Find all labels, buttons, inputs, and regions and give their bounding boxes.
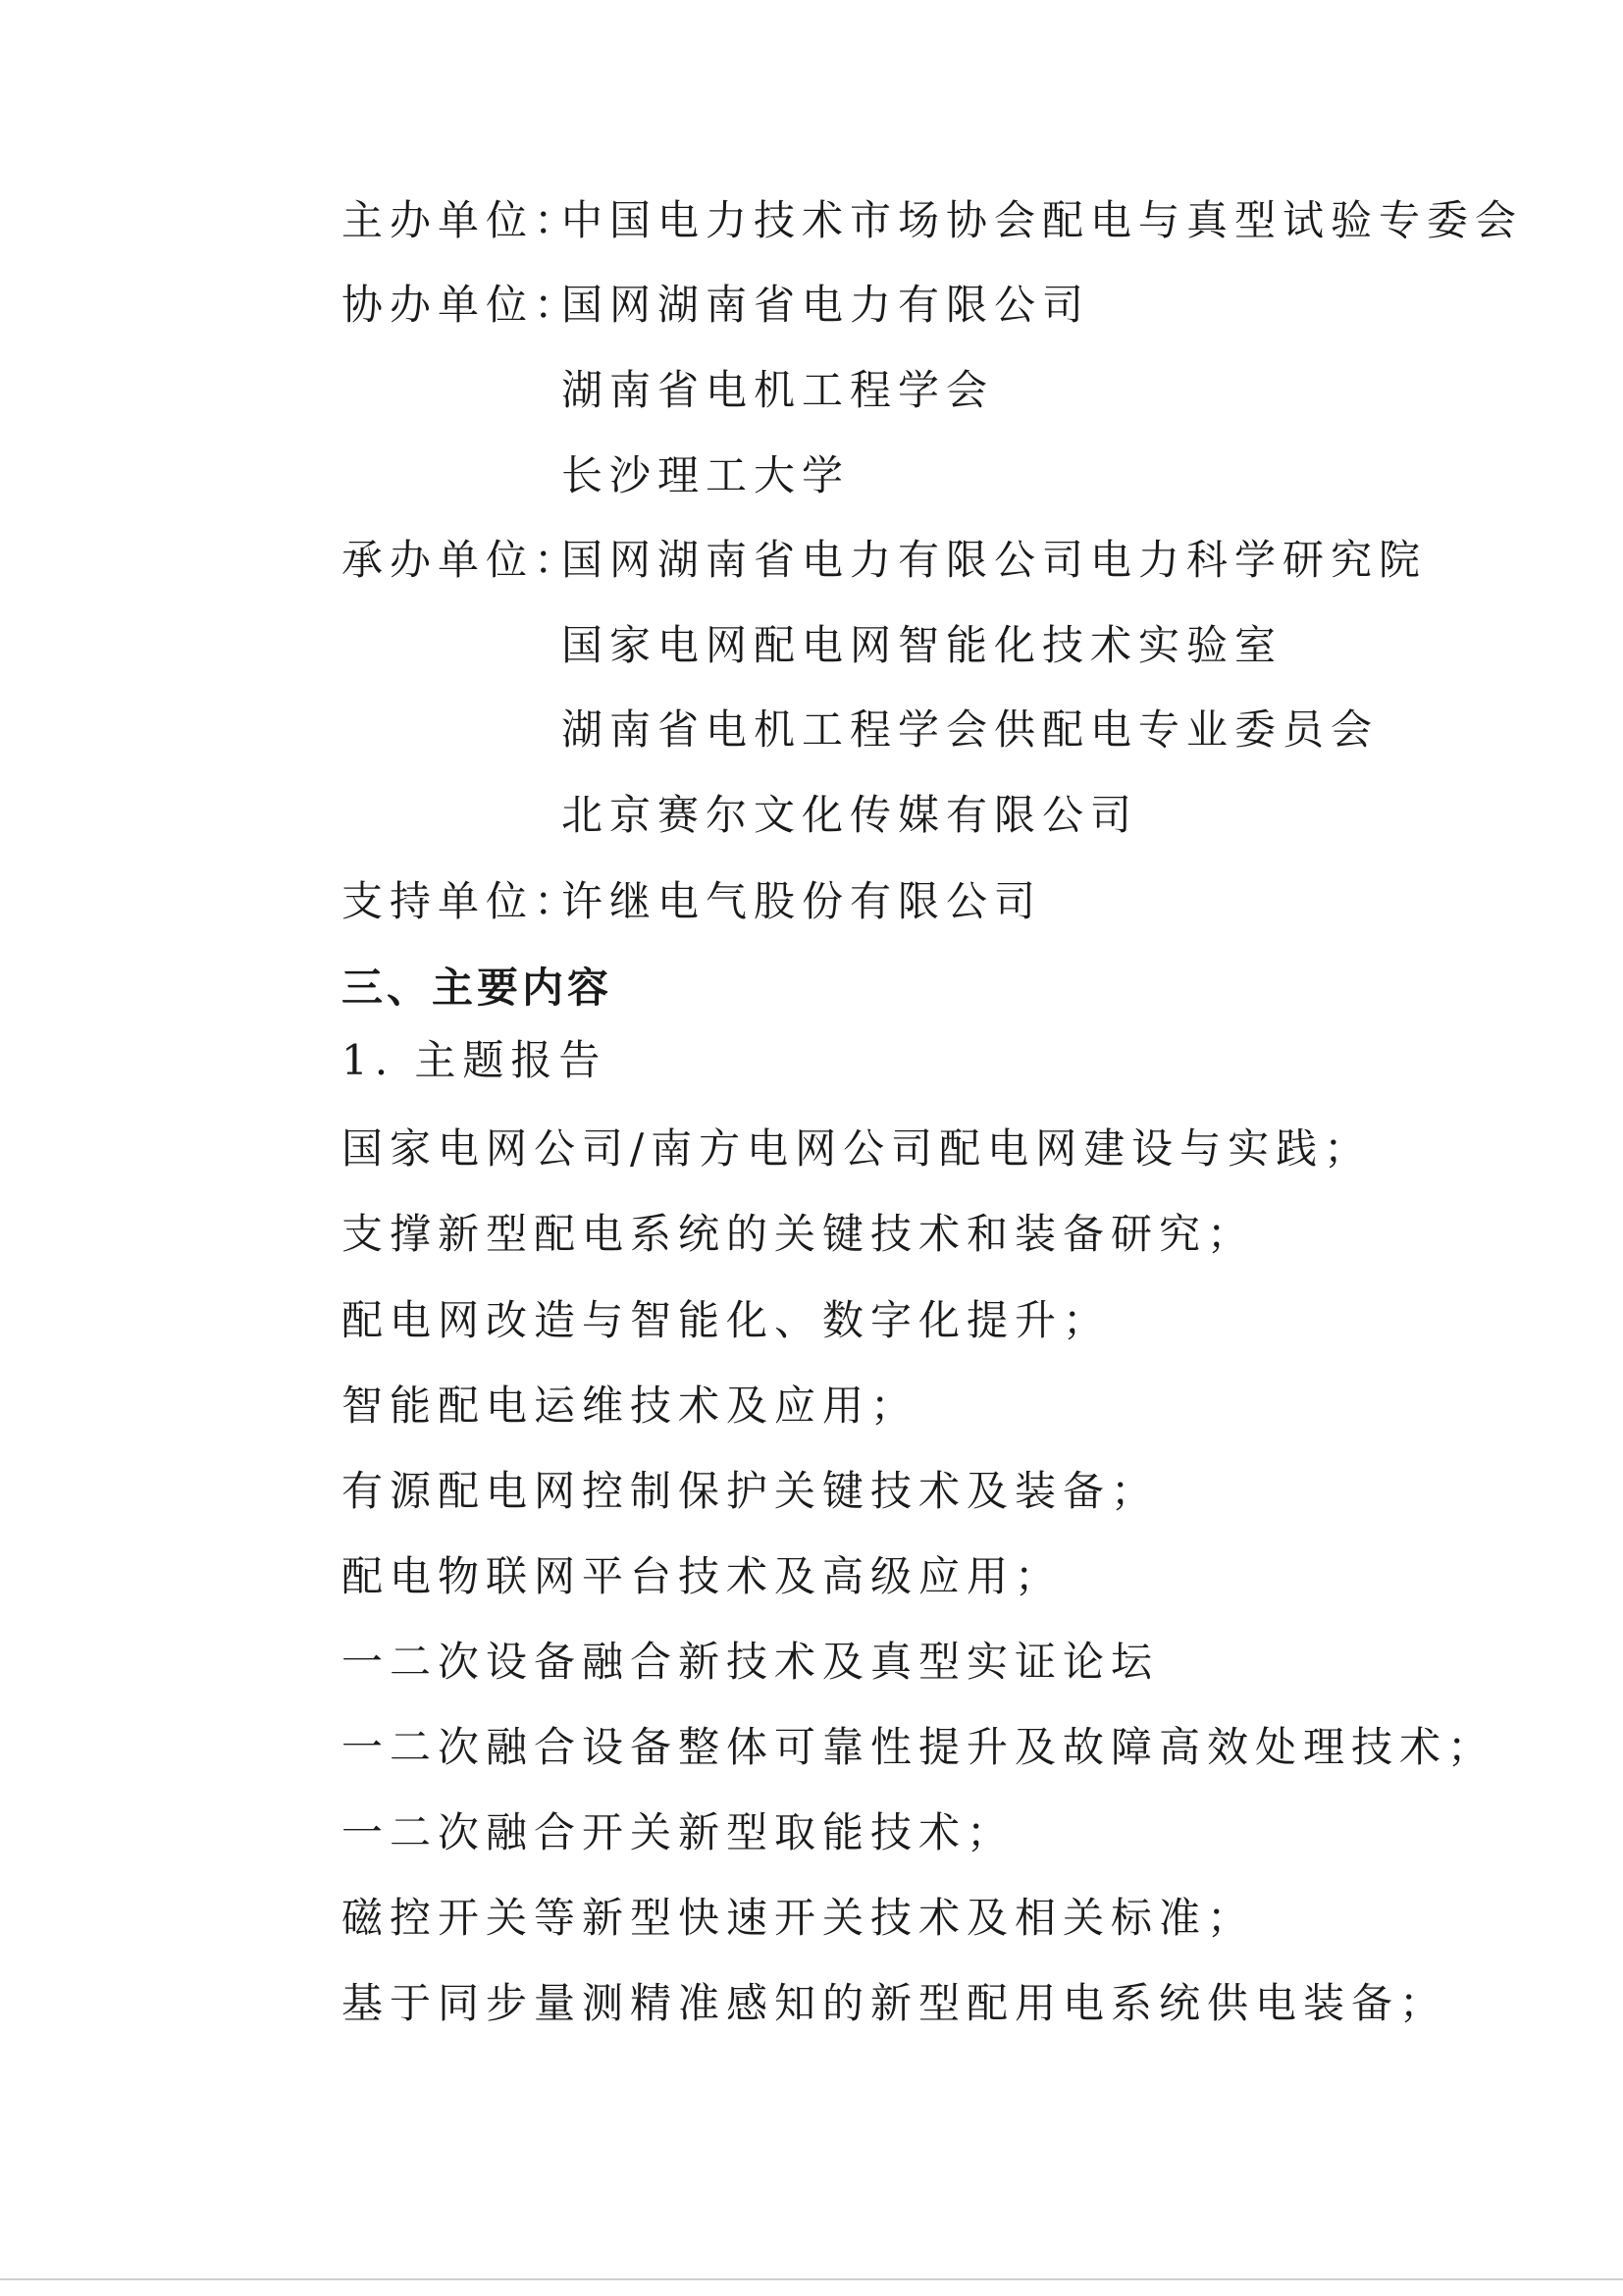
undertaker-value: 国家电网配电网智能化技术实验室 xyxy=(561,621,1283,669)
topic-item: 一二次融合开关新型取能技术； xyxy=(341,1808,1016,1856)
topic-item: 支撑新型配电系统的关键技术和装备研究； xyxy=(341,1210,1256,1258)
co-organizer-value: 湖南省电机工程学会 xyxy=(561,366,995,414)
topic-item: 智能配电运维技术及应用； xyxy=(341,1382,919,1430)
topic-item: 配电物联网平台技术及高级应用； xyxy=(341,1552,1064,1600)
undertaker-value: 湖南省电机工程学会供配电专业委员会 xyxy=(561,705,1380,754)
topic-item: 基于同步量测精准感知的新型配用电系统供电装备； xyxy=(341,1979,1448,2027)
host-value: 中国电力技术市场协会配电与真型试验专委会 xyxy=(561,196,1524,244)
undertaker-value: 北京赛尔文化传媒有限公司 xyxy=(561,791,1139,839)
co-organizer-value: 国网湖南省电力有限公司 xyxy=(561,281,1091,329)
undertaker-value: 国网湖南省电力有限公司电力科学研究院 xyxy=(561,536,1428,584)
topic-item: 配电网改造与智能化、数字化提升； xyxy=(341,1296,1112,1344)
section-subheading: 1. 主题报告 xyxy=(341,1036,607,1084)
topic-item: 国家电网公司/南方电网公司配电网建设与实践； xyxy=(341,1124,1373,1173)
supporter-label: 支持单位： xyxy=(341,877,583,925)
scan-edge-divider xyxy=(0,2278,1623,2280)
co-organizer-value: 长沙理工大学 xyxy=(561,451,851,499)
co-organizer-label: 协办单位： xyxy=(341,281,583,329)
topic-item: 有源配电网控制保护关键技术及装备； xyxy=(341,1467,1160,1515)
topic-item: 一二次设备融合新技术及真型实证论坛 xyxy=(341,1638,1160,1686)
supporter-value: 许继电气股份有限公司 xyxy=(561,877,1043,925)
section-heading: 三、主要内容 xyxy=(341,964,613,1012)
topic-item: 一二次融合设备整体可靠性提升及故障高效处理技术； xyxy=(341,1723,1496,1771)
host-label: 主办单位： xyxy=(341,196,583,244)
topic-item: 磁控开关等新型快速开关技术及相关标准； xyxy=(341,1894,1256,1942)
undertaker-label: 承办单位： xyxy=(341,536,583,584)
